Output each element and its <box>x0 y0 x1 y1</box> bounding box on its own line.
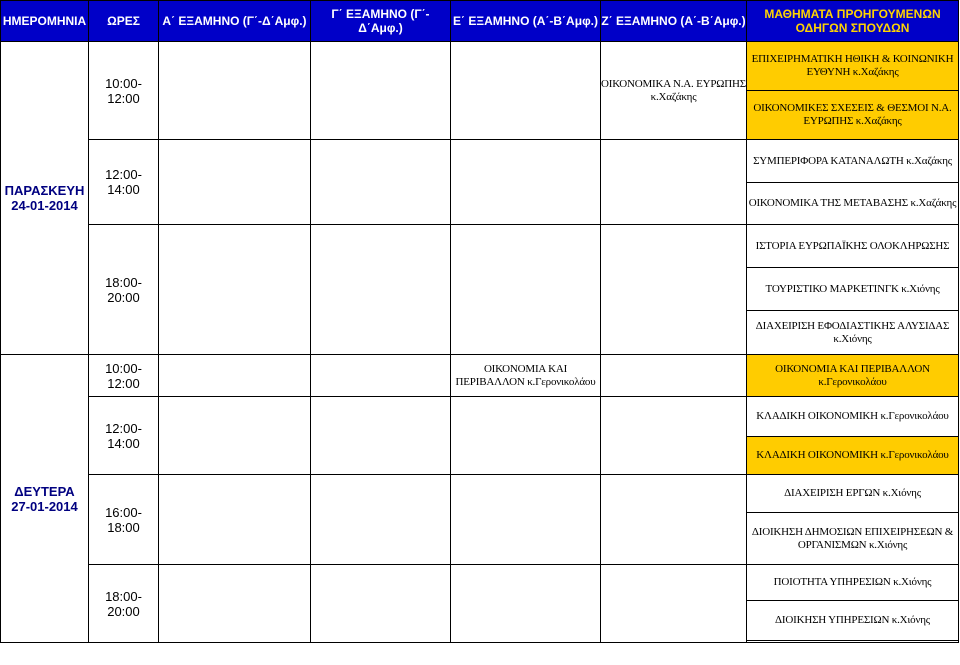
monday-prev-6: ΠΟΙΟΤΗΤΑ ΥΠΗΡΕΣΙΩΝ κ.Χιόνης <box>747 565 959 601</box>
friday-row-3 <box>1 140 959 183</box>
friday-slot3-sem-c <box>311 225 451 355</box>
friday-time-1: 10:00-12:00 <box>89 42 159 140</box>
monday-slot2-sem-c <box>311 397 451 475</box>
monday-time-4: 18:00-20:00 <box>89 565 159 643</box>
header-semester-a: Α΄ ΕΞΑΜΗΝΟ (Γ΄-Δ΄Αμφ.) <box>159 1 311 42</box>
friday-time-2: 12:00-14:00 <box>89 140 159 225</box>
friday-slot1-sem-a <box>159 42 311 140</box>
monday-slot1-sem-c <box>311 355 451 397</box>
monday-date-cell <box>1 355 89 643</box>
friday-prev-4: ΟΙΚΟΝΟΜΙΚΑ ΤΗΣ ΜΕΤΑΒΑΣΗΣ κ.Χαζάκης <box>747 183 959 225</box>
monday-row-1 <box>1 355 959 397</box>
monday-slot3-sem-a <box>159 475 311 565</box>
header-semester-e: Ε΄ ΕΞΑΜΗΝΟ (Α΄-Β΄Αμφ.) <box>451 1 601 42</box>
course-instructor: ΟΡΓΑΝΙΣΜΩΝ κ.Χιόνης <box>797 538 908 551</box>
friday-row-5 <box>1 225 959 268</box>
friday-slot2-sem-e <box>451 140 601 225</box>
friday-prev-7 <box>747 311 959 355</box>
monday-slot1-sem-a <box>159 355 311 397</box>
monday-time-3: 16:00-18:00 <box>89 475 159 565</box>
course-instructor: ΠΕΡΙΒΑΛΛΟΝ κ.Γερονικολάου <box>455 375 596 388</box>
friday-slot2-sem-g <box>601 140 747 225</box>
friday-slot3-sem-a <box>159 225 311 355</box>
friday-prev-5: ΙΣΤΟΡΙΑ ΕΥΡΩΠΑΪΚΗΣ ΟΛΟΚΛΗΡΩΣΗΣ <box>747 225 959 268</box>
course-name: ΟΙΚΟΝΟΜΙΚΕΣ ΣΧΕΣΕΙΣ & ΘΕΣΜΟΙ Ν.Α. <box>753 102 952 114</box>
monday-slot2-sem-e <box>451 397 601 475</box>
monday-slot1-sem-g <box>601 355 747 397</box>
monday-prev-blank <box>747 641 959 643</box>
monday-prev-4: ΔΙΑΧΕΙΡΙΣΗ ΕΡΓΩΝ κ.Χιόνης <box>747 475 959 513</box>
friday-date-cell <box>1 42 89 355</box>
course-instructor: κ.Χαζάκης <box>650 90 697 103</box>
monday-prev-2: ΚΛΑΔΙΚΗ ΟΙΚΟΝΟΜΙΚΗ κ.Γερονικολάου <box>747 397 959 437</box>
friday-slot2-sem-a <box>159 140 311 225</box>
friday-slot3-sem-e <box>451 225 601 355</box>
course-name: ΔΙΑΧΕΙΡΙΣΗ ΕΦΟΔΙΑΣΤΙΚΗΣ ΑΛΥΣΙΔΑΣ <box>755 319 950 332</box>
monday-slot1-sem-e <box>451 355 601 397</box>
monday-slot3-sem-c <box>311 475 451 565</box>
monday-prev-5 <box>747 513 959 565</box>
header-date: ΗΜΕΡΟΜΗΝΙΑ <box>1 1 89 42</box>
header-previous-curricula: ΜΑΘΗΜΑΤΑ ΠΡΟΗΓΟΥΜΕΝΩΝ ΟΔΗΓΩΝ ΣΠΟΥΔΩΝ <box>747 1 959 42</box>
monday-date: 27-01-2014 <box>11 498 78 514</box>
course-name: ΟΙΚΟΝΟΜΙΚΑ Ν.Α. ΕΥΡΩΠΗΣ <box>601 77 746 90</box>
monday-time-2: 12:00-14:00 <box>89 397 159 475</box>
course-instructor: ΕΥΡΩΠΗΣ κ.Χαζάκης <box>803 115 902 127</box>
monday-prev-1 <box>747 355 959 397</box>
course-instructor: ΕΥΘΥΝΗ κ.Χαζάκης <box>806 66 899 78</box>
friday-row-1 <box>1 42 959 91</box>
course-name: ΔΙΟΙΚΗΣΗ ΔΗΜΟΣΙΩΝ ΕΠΙΧΕΙΡΗΣΕΩΝ & <box>751 525 954 538</box>
monday-slot4-sem-e <box>451 565 601 643</box>
friday-slot3-sem-g <box>601 225 747 355</box>
friday-slot1-sem-g <box>601 42 747 140</box>
header-semester-c: Γ΄ ΕΞΑΜΗΝΟ (Γ΄-Δ΄Αμφ.) <box>311 1 451 42</box>
friday-prev-1 <box>747 42 959 91</box>
friday-slot2-sem-c <box>311 140 451 225</box>
header-hours: ΩΡΕΣ <box>89 1 159 42</box>
monday-row-4 <box>1 475 959 513</box>
friday-prev-3: ΣΥΜΠΕΡΙΦΟΡΑ ΚΑΤΑΝΑΛΩΤΗ κ.Χαζάκης <box>747 140 959 183</box>
monday-time-1: 10:00-12:00 <box>89 355 159 397</box>
course-name: ΕΠΙΧΕΙΡΗΜΑΤΙΚΗ ΗΘΙΚΗ & ΚΟΙΝΩΝΙΚΗ <box>751 53 954 65</box>
friday-slot1-sem-c <box>311 42 451 140</box>
friday-time-3: 18:00-20:00 <box>89 225 159 355</box>
monday-row-2 <box>1 397 959 437</box>
monday-row-6 <box>1 565 959 601</box>
monday-slot2-sem-a <box>159 397 311 475</box>
monday-slot2-sem-g <box>601 397 747 475</box>
course-name: ΟΙΚΟΝΟΜΙΑ ΚΑΙ <box>483 362 568 375</box>
course-instructor: κ.Χιόνης <box>833 332 872 345</box>
monday-prev-7: ΔΙΟΙΚΗΣΗ ΥΠΗΡΕΣΙΩΝ κ.Χιόνης <box>747 601 959 641</box>
monday-slot3-sem-g <box>601 475 747 565</box>
friday-prev-6: ΤΟΥΡΙΣΤΙΚΟ ΜΑΡΚΕΤΙΝΓΚ κ.Χιόνης <box>747 268 959 311</box>
friday-date: 24-01-2014 <box>11 198 78 213</box>
monday-slot4-sem-a <box>159 565 311 643</box>
course-instructor: κ.Γερονικολάου <box>818 375 887 388</box>
monday-slot4-sem-g <box>601 565 747 643</box>
monday-prev-3: ΚΛΑΔΙΚΗ ΟΙΚΟΝΟΜΙΚΗ κ.Γερονικολάου <box>747 437 959 475</box>
header-semester-g: Ζ΄ ΕΞΑΜΗΝΟ (Α΄-Β΄Αμφ.) <box>601 1 747 42</box>
monday-slot3-sem-e <box>451 475 601 565</box>
header-row <box>1 1 959 42</box>
monday-day: ΔΕΥΤΕΡΑ <box>14 483 75 499</box>
friday-day: ΠΑΡΑΣΚΕΥΗ <box>4 183 85 198</box>
monday-slot4-sem-c <box>311 565 451 643</box>
friday-slot1-sem-e <box>451 42 601 140</box>
course-name: ΟΙΚΟΝΟΜΙΑ ΚΑΙ ΠΕΡΙΒΑΛΛΟΝ <box>775 362 930 375</box>
friday-prev-2 <box>747 91 959 140</box>
